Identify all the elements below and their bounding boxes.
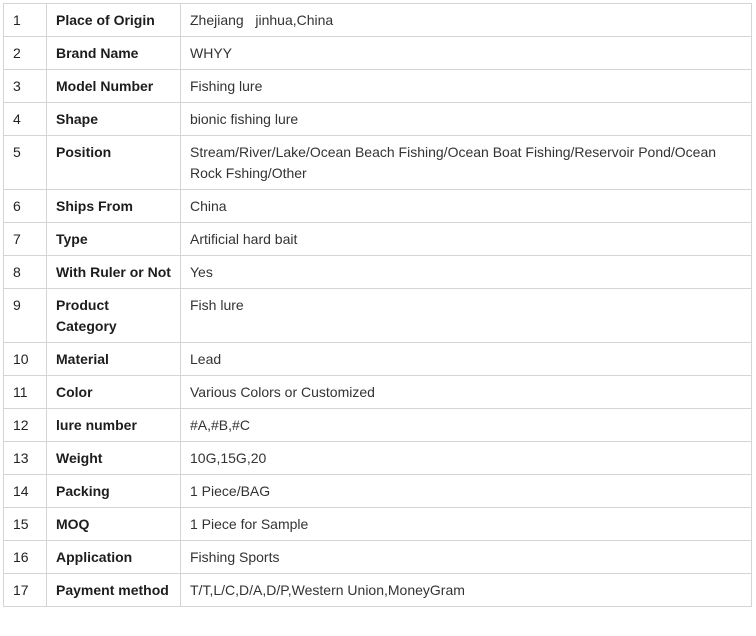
row-value: WHYY (181, 37, 752, 70)
table-row (4, 343, 752, 376)
row-number: 6 (4, 190, 47, 223)
table-row (4, 256, 752, 289)
row-value: 1 Piece for Sample (181, 508, 752, 541)
row-label: Type (47, 223, 181, 256)
row-number: 9 (4, 289, 47, 343)
table-row (4, 70, 752, 103)
row-value: #A,#B,#C (181, 409, 752, 442)
row-label: Color (47, 376, 181, 409)
row-number: 14 (4, 475, 47, 508)
table-row (4, 574, 752, 607)
row-value: bionic fishing lure (181, 103, 752, 136)
row-label: Packing (47, 475, 181, 508)
table-row (4, 475, 752, 508)
table-row (4, 376, 752, 409)
table-row (4, 442, 752, 475)
row-number: 12 (4, 409, 47, 442)
row-number: 7 (4, 223, 47, 256)
table-row (4, 37, 752, 70)
row-number: 5 (4, 136, 47, 190)
product-spec-table (3, 3, 752, 607)
row-value: Zhejiang jinhua,China (181, 4, 752, 37)
row-value: Yes (181, 256, 752, 289)
row-value: Fish lure (181, 289, 752, 343)
row-value: Lead (181, 343, 752, 376)
row-label: Shape (47, 103, 181, 136)
row-number: 10 (4, 343, 47, 376)
row-number: 17 (4, 574, 47, 607)
row-number: 3 (4, 70, 47, 103)
table-row (4, 4, 752, 37)
row-number: 15 (4, 508, 47, 541)
row-label: Place of Origin (47, 4, 181, 37)
row-label: Weight (47, 442, 181, 475)
row-number: 2 (4, 37, 47, 70)
row-number: 8 (4, 256, 47, 289)
row-number: 13 (4, 442, 47, 475)
table-row (4, 190, 752, 223)
row-label: Payment method (47, 574, 181, 607)
row-value: Fishing lure (181, 70, 752, 103)
row-label: With Ruler or Not (47, 256, 181, 289)
row-value: Fishing Sports (181, 541, 752, 574)
row-label: MOQ (47, 508, 181, 541)
table-row (4, 103, 752, 136)
row-label: lure number (47, 409, 181, 442)
row-number: 11 (4, 376, 47, 409)
table-row (4, 136, 752, 190)
row-label: Material (47, 343, 181, 376)
table-row (4, 409, 752, 442)
row-label: Position (47, 136, 181, 190)
row-value: 10G,15G,20 (181, 442, 752, 475)
table-row (4, 223, 752, 256)
row-number: 1 (4, 4, 47, 37)
row-value: Artificial hard bait (181, 223, 752, 256)
table-row (4, 289, 752, 343)
row-label: Model Number (47, 70, 181, 103)
row-label: Brand Name (47, 37, 181, 70)
row-number: 16 (4, 541, 47, 574)
row-number: 4 (4, 103, 47, 136)
row-label: Ships From (47, 190, 181, 223)
row-value: Various Colors or Customized (181, 376, 752, 409)
row-label: Application (47, 541, 181, 574)
row-value: 1 Piece/BAG (181, 475, 752, 508)
table-row (4, 541, 752, 574)
spec-table-body (4, 4, 752, 607)
table-row (4, 508, 752, 541)
row-value: Stream/River/Lake/Ocean Beach Fishing/Ocean Boat Fishing/Reservoir Pond/Ocean Rock Fshing/Other (181, 136, 752, 190)
row-value: China (181, 190, 752, 223)
row-label: Product Category (47, 289, 181, 343)
row-value: T/T,L/C,D/A,D/P,Western Union,MoneyGram (181, 574, 752, 607)
